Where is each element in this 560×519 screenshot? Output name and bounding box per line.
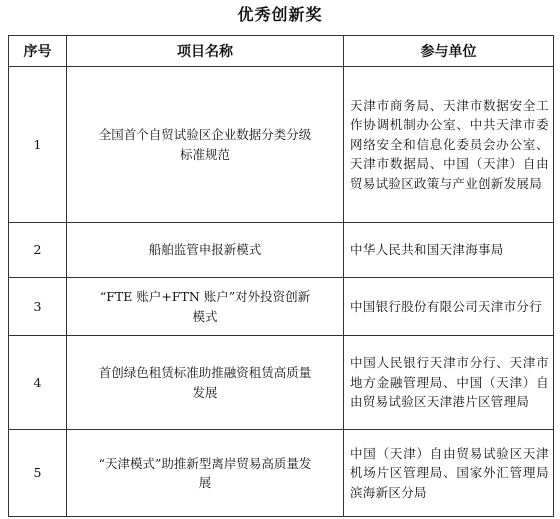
row-participating-units: 中华人民共和国天津海事局: [344, 223, 554, 278]
row-serial-number: 4: [9, 336, 67, 430]
table-row: [9, 336, 554, 430]
row-project-name: “天津模式”助推新型离岸贸易高质量发展: [67, 430, 344, 517]
row-serial-number: 3: [9, 278, 67, 336]
row-project-name: 全国首个自贸试验区企业数据分类分级标准规范: [67, 67, 344, 223]
row-participating-units: 中国银行股份有限公司天津市分行: [344, 278, 554, 336]
row-project-name: 首创绿色租赁标准助推融资租赁高质量发展: [67, 336, 344, 430]
header-row: [9, 36, 554, 67]
table-title: 优秀创新奖: [237, 5, 323, 24]
header-serial-number: 序号: [9, 36, 67, 67]
row-project-name: 船舶监管申报新模式: [67, 223, 344, 278]
table-row: [9, 430, 554, 517]
row-project-name: “FTE 账户+FTN 账户”对外投资创新模式: [67, 278, 344, 336]
row-participating-units: 天津市商务局、天津市数据安全工作协调机制办公室、中共天津市委网络安全和信息化委员会办公室、天津市数据局、中国（天津）自由贸易试验区政策与产业创新发展局: [344, 67, 554, 223]
header-project-name: 项目名称: [67, 36, 344, 67]
row-serial-number: 2: [9, 223, 67, 278]
header-participating-units: 参与单位: [344, 36, 554, 67]
row-serial-number: 5: [9, 430, 67, 517]
row-participating-units: 中国（天津）自由贸易试验区天津机场片区管理局、国家外汇管理局滨海新区分局: [344, 430, 554, 517]
row-serial-number: 1: [9, 67, 67, 223]
table-row: [9, 67, 554, 223]
table-row: [9, 278, 554, 336]
table-row: [9, 223, 554, 278]
award-table: [8, 35, 554, 517]
row-participating-units: 中国人民银行天津市分行、天津市地方金融管理局、中国（天津）自由贸易试验区天津港片区管理局: [344, 336, 554, 430]
